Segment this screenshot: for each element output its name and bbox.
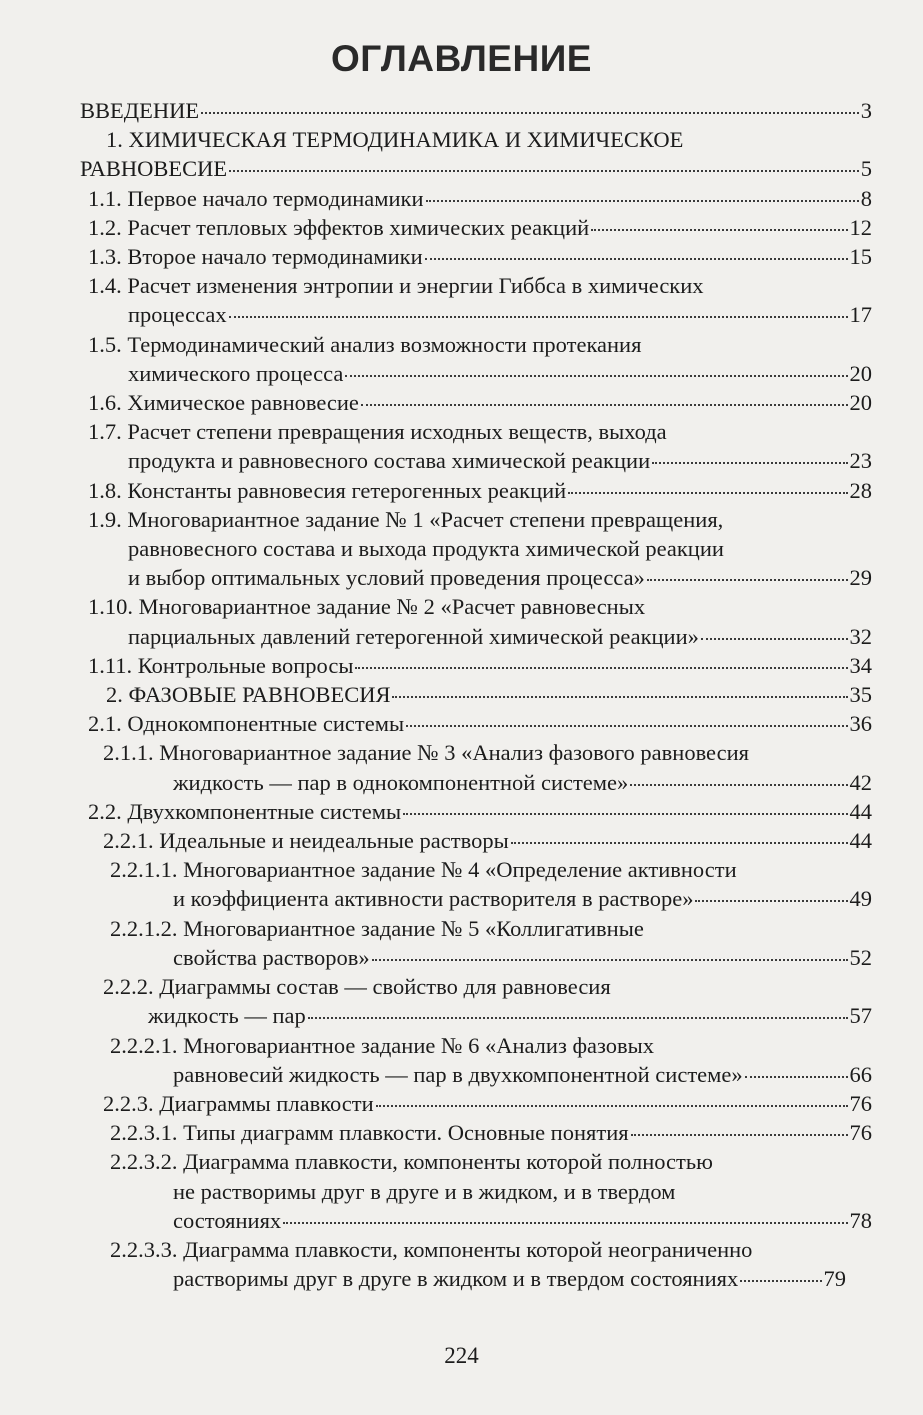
toc-entry-text: равновесий жидкость — пар в двухкомпонентной системе» <box>173 1061 743 1087</box>
toc-entry-line <box>0 154 923 183</box>
toc-page-number: 23 <box>849 448 872 474</box>
toc-entry-line <box>0 943 923 972</box>
toc-entry-line <box>0 1177 923 1206</box>
toc-entry-text: 2.1. Однокомпонентные системы <box>88 711 405 737</box>
dot-leader <box>591 229 847 231</box>
toc-page-number: 8 <box>860 185 872 211</box>
dot-leader <box>355 667 847 669</box>
toc-page-number: 76 <box>849 1120 872 1146</box>
toc-entry-text: 2.2. Двухкомпонентные системы <box>88 798 402 824</box>
toc-entry-text: химического процесса <box>128 360 344 386</box>
toc-entry-line <box>0 330 923 359</box>
toc-entry-text: растворимы друг в друге в жидком и в твердом состояниях <box>173 1266 739 1292</box>
toc-entry-line <box>0 242 923 271</box>
toc-entry <box>0 184 923 213</box>
toc-entry-line <box>0 213 923 242</box>
dot-leader <box>372 959 848 961</box>
dot-leader <box>701 638 848 640</box>
toc-entry-line <box>0 534 923 563</box>
toc-entry <box>0 213 923 242</box>
table-of-contents <box>0 96 923 1293</box>
toc-entry <box>0 914 923 972</box>
dot-leader <box>403 813 847 815</box>
toc-page-number: 76 <box>849 1090 872 1116</box>
toc-entry-line <box>0 1264 923 1293</box>
toc-entry-text: 2.2.2.1. Многовариантное задание № 6 «Анализ фазовых <box>110 1032 655 1058</box>
toc-page-number: 35 <box>849 682 872 708</box>
toc-entry-line <box>0 1089 923 1118</box>
page-title: ОГЛАВЛЕНИЕ <box>331 38 592 79</box>
toc-entry-line <box>0 300 923 329</box>
toc-entry <box>0 417 923 475</box>
dot-leader <box>630 784 847 786</box>
toc-entry-line <box>0 768 923 797</box>
toc-entry-text: 1.5. Термодинамический анализ возможности протекания <box>88 331 642 357</box>
toc-page-number: 79 <box>823 1266 846 1292</box>
toc-entry <box>0 1235 923 1293</box>
toc-page-number: 78 <box>849 1207 872 1233</box>
dot-leader <box>392 696 847 698</box>
toc-entry-line <box>0 651 923 680</box>
toc-page-number: 42 <box>849 769 872 795</box>
toc-entry-text: жидкость — пар в однокомпонентной системе» <box>173 769 629 795</box>
toc-entry-text: 1.1. Первое начало термодинамики <box>88 185 424 211</box>
toc-entry-line <box>0 359 923 388</box>
toc-entry <box>0 505 923 593</box>
toc-entry-line <box>0 972 923 1001</box>
toc-entry-line <box>0 446 923 475</box>
toc-entry <box>0 738 923 796</box>
toc-entry-line <box>0 680 923 709</box>
dot-leader <box>631 1134 848 1136</box>
toc-entry <box>0 592 923 650</box>
toc-entry-text: 1.2. Расчет тепловых эффектов химических реакций <box>88 214 590 240</box>
toc-entry-text: 1.4. Расчет изменения энтропии и энергии Гиббса в химических <box>88 273 704 299</box>
toc-page-number: 34 <box>849 652 872 678</box>
toc-entry-line <box>0 125 923 154</box>
dot-leader <box>652 462 847 464</box>
dot-leader <box>361 404 848 406</box>
dot-leader <box>425 258 848 260</box>
toc-page-number: 49 <box>849 886 872 912</box>
dot-leader <box>345 375 847 377</box>
toc-entry-line <box>0 855 923 884</box>
toc-entry-text: 2.2.1. Идеальные и неидеальные растворы <box>103 828 509 854</box>
toc-entry-text: равновесного состава и выхода продукта химической реакции <box>128 536 724 562</box>
toc-entry-line <box>0 797 923 826</box>
toc-entry <box>0 330 923 388</box>
page-number: 224 <box>444 1343 479 1368</box>
toc-entry-text: 2.2.3.2. Диаграмма плавкости, компоненты которой полностью <box>110 1149 713 1175</box>
toc-page-number: 3 <box>860 98 872 123</box>
toc-entry <box>0 826 923 855</box>
dot-leader <box>740 1280 821 1282</box>
toc-entry <box>0 651 923 680</box>
toc-page-number: 5 <box>860 156 872 182</box>
toc-entry <box>0 271 923 329</box>
toc-entry-text: продукта и равновесного состава химической реакции <box>128 448 651 474</box>
dot-leader <box>229 170 859 172</box>
dot-leader <box>201 112 859 114</box>
toc-entry-text: 2. ФАЗОВЫЕ РАВНОВЕСИЯ <box>106 682 391 708</box>
toc-entry-line <box>0 476 923 505</box>
toc-entry-text: 1.7. Расчет степени превращения исходных веществ, выхода <box>88 419 667 445</box>
toc-page-number: 15 <box>849 244 872 270</box>
toc-page-number: 66 <box>849 1061 872 1087</box>
toc-entry-text: 2.2.3.1. Типы диаграмм плавкости. Основные понятия <box>110 1120 629 1146</box>
toc-entry <box>0 1031 923 1089</box>
toc-entry-line <box>0 622 923 651</box>
dot-leader <box>511 842 848 844</box>
dot-leader <box>745 1076 848 1078</box>
toc-entry-line <box>0 271 923 300</box>
toc-entry-text: 1.10. Многовариантное задание № 2 «Расчет равновесных <box>88 594 646 620</box>
toc-entry <box>0 709 923 738</box>
dot-leader <box>647 579 848 581</box>
toc-entry-text: 1.8. Константы равновесия гетерогенных реакций <box>88 477 567 503</box>
dot-leader <box>426 200 859 202</box>
toc-entry-line <box>0 738 923 767</box>
dot-leader <box>308 1017 848 1019</box>
dot-leader <box>229 316 848 318</box>
toc-page-number: 57 <box>849 1003 872 1029</box>
toc-page-number: 36 <box>849 711 872 737</box>
toc-entry-line <box>0 1031 923 1060</box>
toc-entry-text: и выбор оптимальных условий проведения процесса» <box>128 565 645 591</box>
toc-entry-text: 1.6. Химическое равновесие <box>88 390 359 416</box>
toc-page-number: 20 <box>849 390 872 416</box>
toc-page-number: 32 <box>849 623 872 649</box>
toc-entry <box>0 476 923 505</box>
toc-entry-text: РАВНОВЕСИЕ <box>80 156 228 182</box>
toc-entry <box>0 797 923 826</box>
toc-entry-line <box>0 709 923 738</box>
toc-entry <box>0 680 923 709</box>
toc-entry-line <box>0 388 923 417</box>
toc-entry-text: 1. ХИМИЧЕСКАЯ ТЕРМОДИНАМИКА И ХИМИЧЕСКОЕ <box>106 127 684 153</box>
toc-page-number: 20 <box>849 360 872 386</box>
toc-entry <box>0 1089 923 1118</box>
toc-entry-line <box>0 884 923 913</box>
toc-entry-text: 2.2.2. Диаграммы состав — свойство для равновесия <box>103 974 611 1000</box>
toc-entry-line <box>0 1060 923 1089</box>
toc-entry <box>0 242 923 271</box>
toc-entry-text: 2.2.3. Диаграммы плавкости <box>103 1090 374 1116</box>
toc-entry-line <box>0 505 923 534</box>
toc-entry-line <box>0 96 923 125</box>
toc-entry-text: 2.2.1.2. Многовариантное задание № 5 «Коллигативные <box>110 915 644 941</box>
toc-entry-text: процессах <box>128 302 227 328</box>
toc-page-number: 44 <box>849 798 872 824</box>
toc-entry <box>0 1147 923 1235</box>
toc-entry-line <box>0 914 923 943</box>
toc-page-number: 12 <box>849 214 872 240</box>
toc-entry-text: 2.2.1.1. Многовариантное задание № 4 «Определение активности <box>110 857 737 883</box>
toc-entry-text: парциальных давлений гетерогенной химической реакции» <box>128 623 699 649</box>
toc-entry-line <box>0 184 923 213</box>
toc-page-number: 28 <box>849 477 872 503</box>
toc-entry <box>0 388 923 417</box>
toc-entry-text: и коэффициента активности растворителя в растворе» <box>173 886 694 912</box>
toc-entry <box>0 855 923 913</box>
toc-entry-line <box>0 826 923 855</box>
toc-entry-text: 1.3. Второе начало термодинамики <box>88 244 423 270</box>
toc-entry-text: ВВЕДЕНИЕ <box>80 98 200 123</box>
toc-entry-text: 2.2.3.3. Диаграмма плавкости, компоненты которой неограниченно <box>110 1236 753 1262</box>
toc-entry-line <box>0 417 923 446</box>
toc-page-number: 17 <box>849 302 872 328</box>
toc-page-number: 29 <box>849 565 872 591</box>
toc-entry-line <box>0 592 923 621</box>
toc-entry-text: 1.11. Контрольные вопросы <box>88 652 354 678</box>
dot-leader <box>283 1222 847 1224</box>
toc-entry-text: состояниях <box>173 1207 282 1233</box>
dot-leader <box>406 725 847 727</box>
dot-leader <box>568 492 847 494</box>
toc-entry-text: 1.9. Многовариантное задание № 1 «Расчет степени превращения, <box>88 506 724 532</box>
toc-entry-line <box>0 1206 923 1235</box>
dot-leader <box>376 1105 848 1107</box>
toc-entry <box>0 1118 923 1147</box>
toc-entry-text: 2.1.1. Многовариантное задание № 3 «Анализ фазового равновесия <box>103 740 749 766</box>
dot-leader <box>695 900 847 902</box>
toc-entry-text: не растворимы друг в друге и в жидком, и в твердом <box>173 1178 676 1204</box>
toc-entry-line <box>0 1001 923 1030</box>
toc-entry-line <box>0 563 923 592</box>
toc-entry-line <box>0 1235 923 1264</box>
toc-page-number: 44 <box>849 828 872 854</box>
toc-entry <box>0 972 923 1030</box>
toc-entry-line <box>0 1118 923 1147</box>
toc-entry-text: жидкость — пар <box>148 1003 306 1029</box>
toc-entry <box>0 96 923 125</box>
toc-entry-line <box>0 1147 923 1176</box>
toc-page-number: 52 <box>849 944 872 970</box>
toc-entry <box>0 125 923 183</box>
toc-entry-text: свойства растворов» <box>173 944 370 970</box>
